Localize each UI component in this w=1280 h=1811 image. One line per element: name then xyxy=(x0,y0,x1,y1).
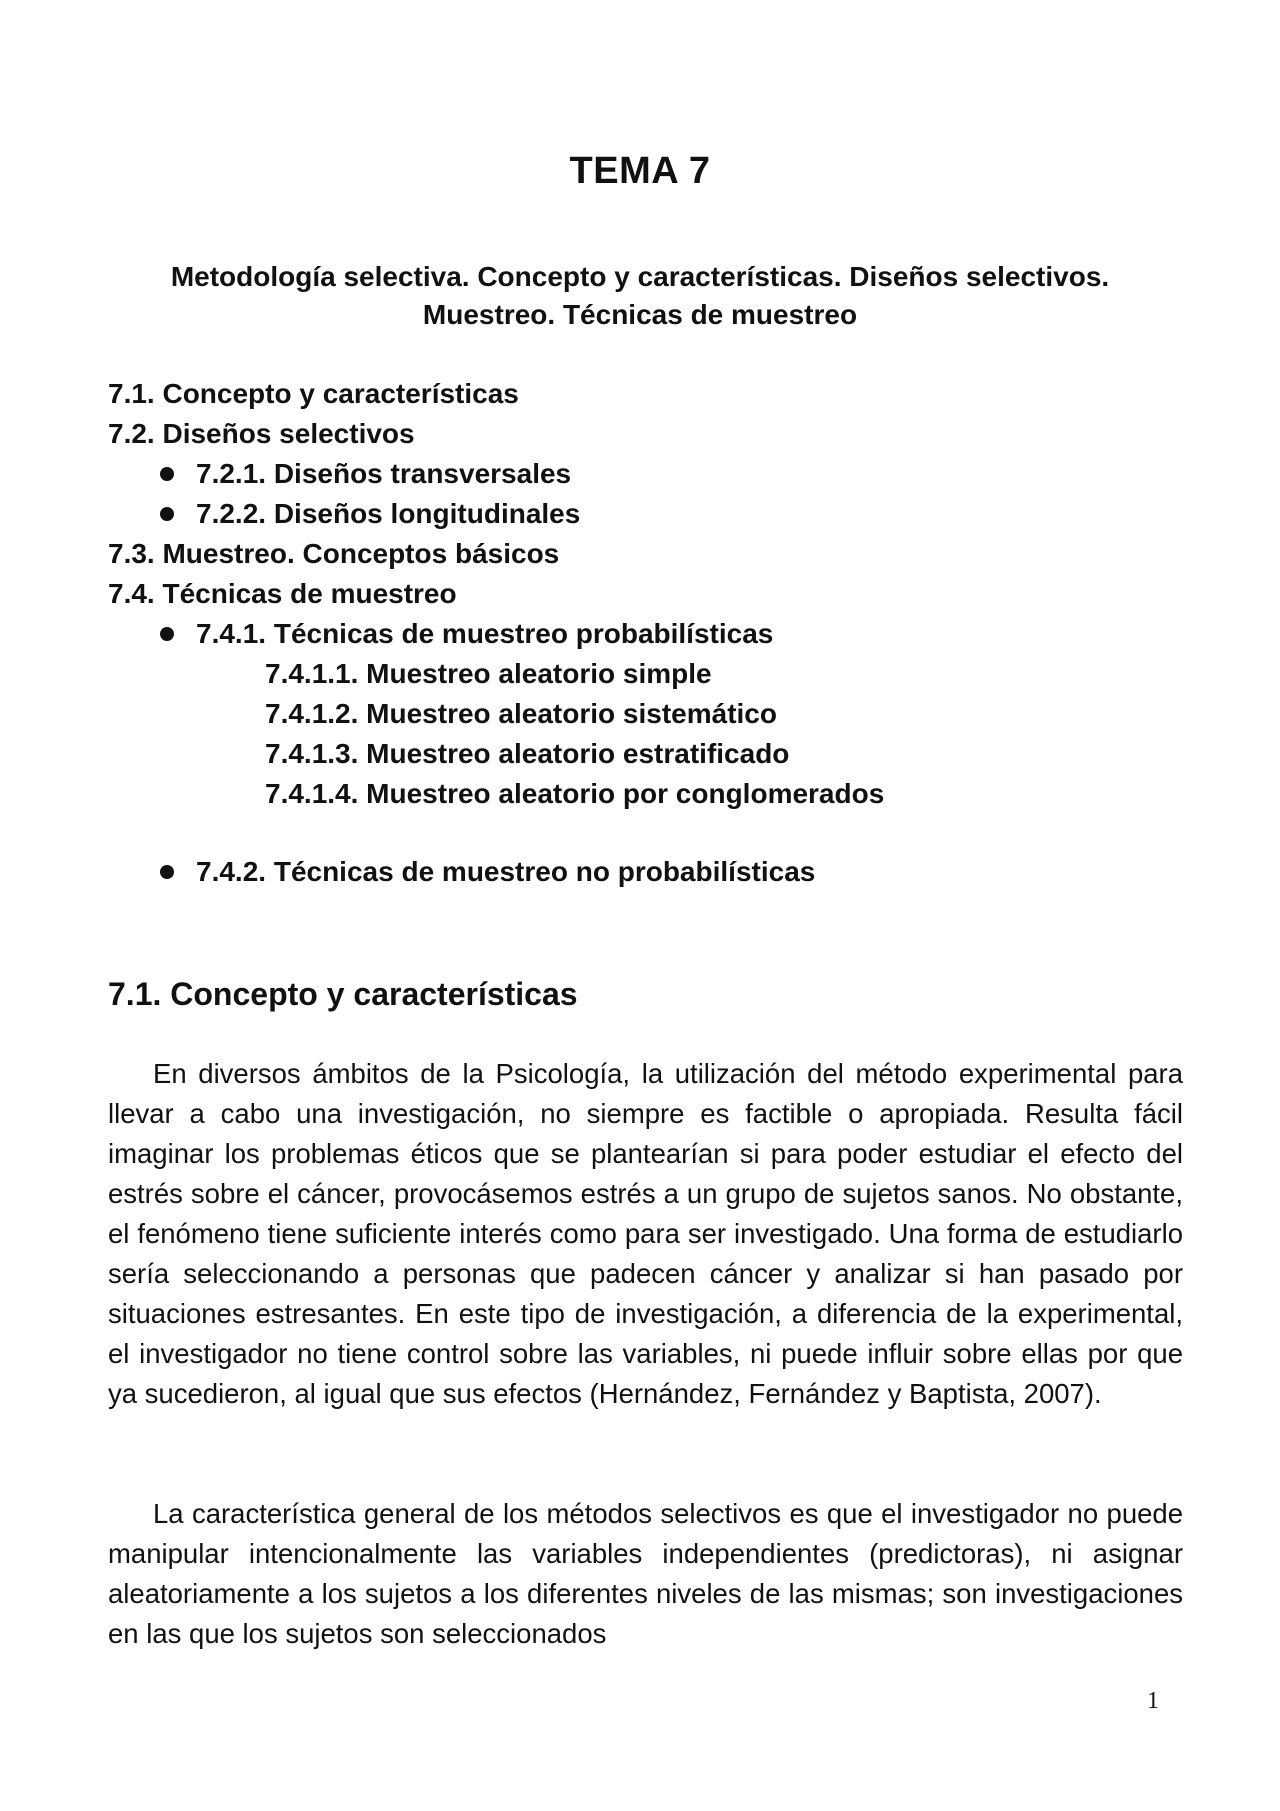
table-of-contents xyxy=(108,374,1168,892)
toc-item xyxy=(108,852,1168,892)
bullet-icon xyxy=(160,627,174,641)
body-paragraph: La característica general de los métodos selectivos es que el investigador no puede manipular intencionalmente las variables independientes (predictoras), ni asignar aleatoriamente a los sujetos a los diferentes niveles de las mismas; son investigaciones en las que los sujetos son seleccionados xyxy=(108,1498,1183,1649)
bullet-icon xyxy=(160,865,174,879)
toc-item xyxy=(108,454,1168,494)
toc-item-label: 7.4.1. Técnicas de muestreo probabilísticas xyxy=(196,618,774,649)
toc-item: 7.4.1.4. Muestreo aleatorio por conglomerados xyxy=(265,778,885,809)
subtitle-line-2: Muestreo. Técnicas de muestreo xyxy=(422,299,858,330)
bullet-icon xyxy=(160,467,174,481)
document-subtitle xyxy=(120,258,1160,334)
bullet-icon xyxy=(160,507,174,521)
toc-item: 7.4.1.1. Muestreo aleatorio simple xyxy=(265,658,712,689)
toc-item: 7.2. Diseños selectivos xyxy=(108,418,415,449)
toc-item-label: 7.2.1. Diseños transversales xyxy=(196,458,572,489)
toc-item xyxy=(108,494,1168,534)
toc-item-label: 7.2.2. Diseños longitudinales xyxy=(196,498,581,529)
section-heading: 7.1. Concepto y características xyxy=(108,976,578,1012)
toc-item: 7.4.1.2. Muestreo aleatorio sistemático xyxy=(265,698,777,729)
page-title: TEMA 7 xyxy=(569,150,711,192)
toc-item: 7.1. Concepto y características xyxy=(108,378,519,409)
toc-item: 7.4.1.3. Muestreo aleatorio estratificado xyxy=(265,738,790,769)
page-number: 1 xyxy=(1147,1688,1159,1714)
toc-item: 7.3. Muestreo. Conceptos básicos xyxy=(108,538,560,569)
subtitle-line-1: Metodología selectiva. Concepto y características. Diseños selectivos. xyxy=(170,261,1110,292)
body-paragraph: En diversos ámbitos de la Psicología, la utilización del método experimental para llevar a cabo una investigación, no siempre es factible o apropiada. Resulta fácil imaginar los problemas éticos que se plantearían si para poder estudiar el efecto del estrés sobre el cáncer, provocásemos estrés a un grupo de sujetos sanos. No obstante, el fenómeno tiene suficiente interés como para ser investigado. Una forma de estudiarlo sería seleccionando a personas que padecen cáncer y analizar si han pasado por situaciones estresantes. En este tipo de investigación, a diferencia de la experimental, el investigador no tiene control sobre las variables, ni puede influir sobre ellas por que ya sucedieron, al igual que sus efectos (Hernández, Fernández y Baptista, 2007). xyxy=(108,1058,1183,1409)
toc-item: 7.4. Técnicas de muestreo xyxy=(108,578,457,609)
toc-item-label: 7.4.2. Técnicas de muestreo no probabilísticas xyxy=(196,856,816,887)
toc-item xyxy=(108,614,1168,654)
